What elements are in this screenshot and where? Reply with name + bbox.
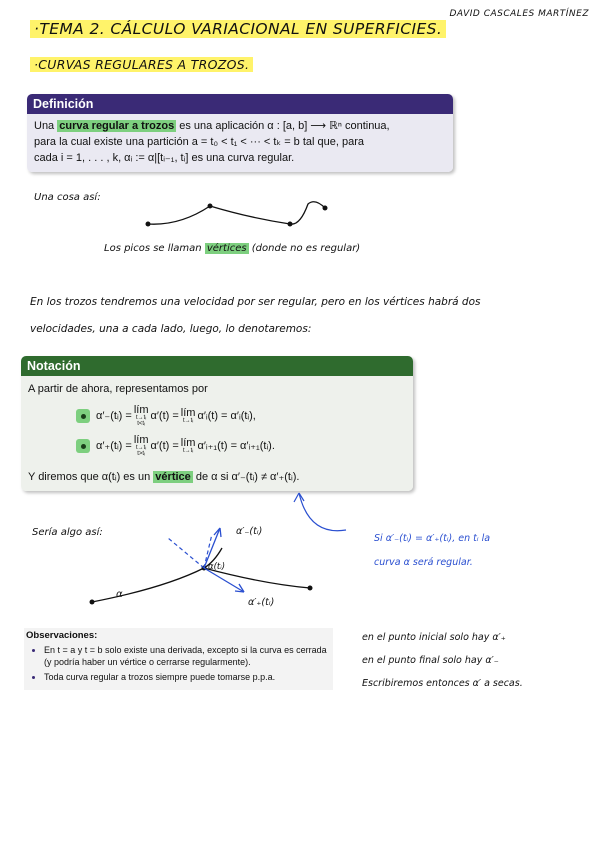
notation-body bbox=[21, 376, 413, 491]
regularity-note: Si α′₋(tᵢ) = α′₊(tᵢ), en tᵢ la curva α será regular. bbox=[374, 533, 491, 568]
explanation-paragraph: En los trozos tendremos una velocidad por ser regular, pero en los vértices habrá dos velocidades, una a cada lado, luego, lo denotaremos: bbox=[30, 296, 481, 335]
vertices-highlight: vértices bbox=[206, 243, 247, 254]
observation-item: • Toda curva regular a trozos siempre puede tomarse p.p.a. bbox=[44, 671, 331, 683]
definition-body bbox=[27, 114, 453, 172]
vertex-highlight: vértice bbox=[155, 471, 191, 483]
definition-line-2: para la cual existe una partición a = t₀ < t₁ < ··· < tₖ = b tal que, para bbox=[34, 136, 365, 148]
page-title: ·TEMA 2. CÁLCULO VARIACIONAL EN SUPERFICIES. bbox=[30, 20, 446, 38]
definition-header: Definición bbox=[27, 94, 453, 114]
observations-list bbox=[26, 644, 331, 683]
label-left-derivative: α′₋(tᵢ) bbox=[236, 526, 263, 537]
endpoint-note: en el punto inicial solo hay α′₊ en el punto final solo hay α′₋ Escribiremos entonces α′ a secas. bbox=[362, 632, 523, 689]
bullet-icon bbox=[76, 439, 90, 453]
label-right-derivative: α′₊(tᵢ) bbox=[248, 597, 275, 608]
piecewise-curve-sketch bbox=[140, 196, 340, 236]
sketch2-intro: Sería algo así: bbox=[32, 527, 103, 538]
equation-right-derivative: α′₊(tᵢ) = lím t→tᵢ t>tᵢ α′(t) = lím t→tᵢ α′ᵢ₊₁(t) = α′ᵢ₊₁(tᵢ). bbox=[84, 431, 406, 461]
notation-box bbox=[21, 356, 413, 491]
author-name: DAVID CASCALES MARTÍNEZ bbox=[449, 9, 589, 19]
section-title: ·CURVAS REGULARES A TROZOS. bbox=[30, 57, 253, 72]
label-alpha: α bbox=[116, 589, 123, 600]
observations-title: Observaciones: bbox=[26, 630, 98, 641]
observation-item: • En t = a y t = b solo existe una derivada, excepto si la curva es cerrada (y podría haber un vértice o cerrarse regularmente). bbox=[44, 644, 331, 668]
observations-box bbox=[24, 628, 333, 690]
notation-header: Notación bbox=[21, 356, 413, 376]
definition-line-3: cada i = 1, . . . , k, αᵢ := α|[tᵢ₋₁, tᵢ] es una curva regular. bbox=[34, 152, 295, 164]
notation-conclusion: Y diremos que α(tᵢ) es un vértice de α si α′₋(tᵢ) ≠ α′₊(tᵢ). bbox=[28, 471, 300, 483]
notation-intro: A partir de ahora, representamos por bbox=[28, 383, 208, 395]
sketch1-intro: Una cosa así: bbox=[34, 192, 101, 203]
definition-box bbox=[27, 94, 453, 172]
bullet-icon bbox=[76, 409, 90, 423]
sketch1-caption: Los picos se llaman vértices (donde no es regular) bbox=[104, 243, 361, 254]
definition-highlight: curva regular a trozos bbox=[59, 120, 175, 132]
equation-left-derivative: α′₋(tᵢ) = lím t→tᵢ t<tᵢ α′(t) = lím t→tᵢ α′ᵢ(t) = α′ᵢ(tᵢ), bbox=[84, 401, 406, 431]
vertex-sketch bbox=[84, 488, 601, 618]
label-point: α(tᵢ) bbox=[208, 562, 226, 572]
definition-line-1: Una curva regular a trozos es una aplicación α : [a, b] ⟶ ℝⁿ continua, bbox=[34, 120, 390, 132]
